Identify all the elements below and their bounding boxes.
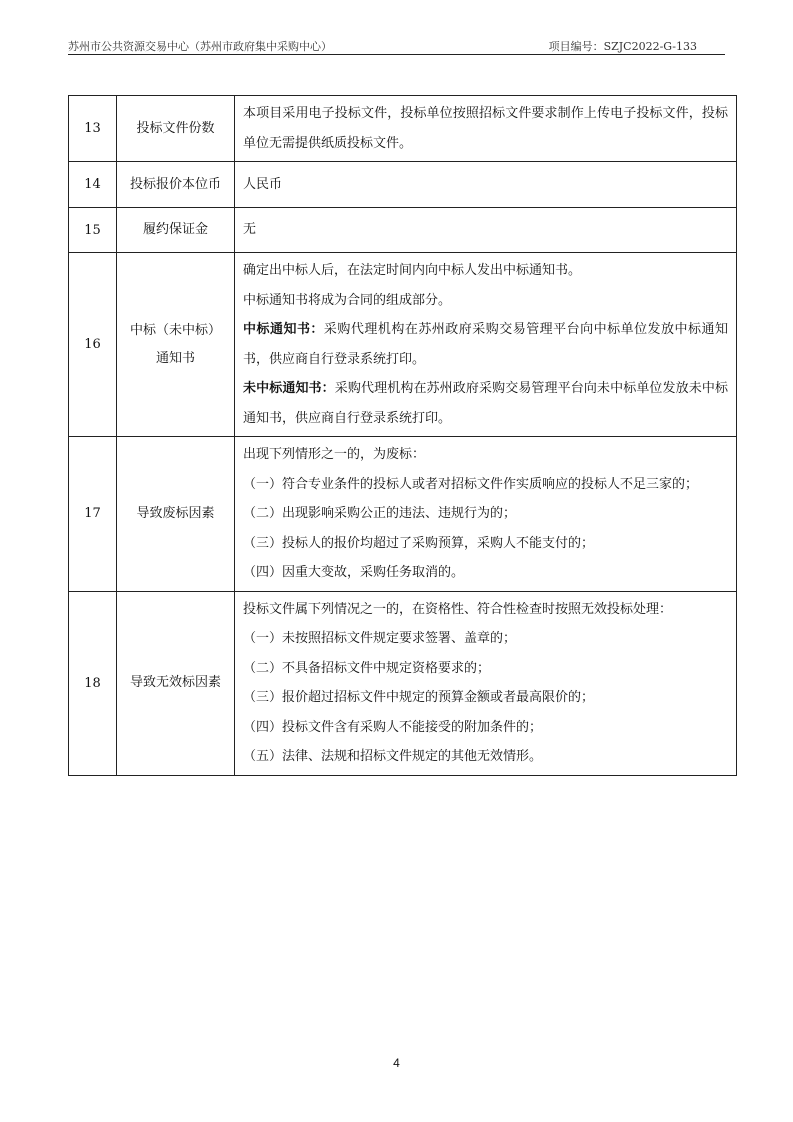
row-item: 投标文件份数 (117, 96, 235, 162)
content-line: （四）投标文件含有采购人不能接受的附加条件的； (243, 719, 543, 735)
award-notice-text: 采购代理机构在苏州政府采购交易管理平台向中标单位发放中标通知书，供应商自行登录系统打印。 (243, 322, 728, 367)
row-item: 履约保证金 (117, 208, 235, 253)
row-item: 投标报价本位币 (117, 162, 235, 208)
row-item (117, 253, 235, 437)
row-number: 15 (69, 208, 117, 253)
row-content (235, 591, 737, 775)
table-row (69, 591, 737, 775)
header-organization: 苏州市公共资源交易中心（苏州市政府集中采购中心） (68, 40, 332, 53)
table-row (69, 437, 737, 592)
table-row (69, 253, 737, 437)
row-content (235, 437, 737, 592)
page-number: 4 (393, 1056, 400, 1070)
row-item: 导致废标因素 (117, 437, 235, 592)
table-row (69, 162, 737, 208)
content-line: （四）因重大变故，采购任务取消的。 (243, 565, 465, 580)
content-line: 本项目采用电子投标文件，投标单位按照招标文件要求制作上传电子投标文件，投标单位无需提供纸质投标文件。 (243, 106, 728, 151)
content-line: （二）不具备招标文件中规定资格要求的； (243, 660, 491, 676)
row-item-line: 通知书 (155, 350, 195, 366)
row-content (235, 253, 737, 437)
row-number: 17 (69, 437, 117, 592)
row-content (235, 96, 737, 162)
nonaward-notice-text: 采购代理机构在苏州政府采购交易管理平台向未中标单位发放未中标通知书，供应商自行登录系统打印。 (243, 381, 728, 426)
nonaward-notice (243, 374, 728, 433)
content-line: （三）报价超过招标文件中规定的预算金额或者最高限价的； (243, 690, 595, 705)
content-line: （一）未按照招标文件规定要求签署、盖章的； (243, 631, 517, 646)
row-number: 14 (69, 162, 117, 208)
award-notice-label: 中标通知书： (243, 322, 324, 337)
row-item: 导致无效标因素 (117, 591, 235, 775)
content-line: 中标通知书将成为合同的组成部分。 (243, 292, 452, 308)
table-row (69, 96, 737, 162)
content-line: 确定出中标人后，在法定时间内向中标人发出中标通知书。 (243, 263, 582, 278)
row-content (235, 162, 737, 208)
row-item-line: 中标（未中标） (129, 322, 221, 338)
row-number: 16 (69, 253, 117, 437)
table-row (69, 208, 737, 253)
bid-requirements-table (68, 95, 737, 776)
header-project-number: 项目编号：SZJC2022-G-133 (548, 40, 697, 53)
content-line: 投标文件属下列情况之一的，在资格性、符合性检查时按照无效投标处理： (243, 601, 673, 617)
content-line: 出现下列情形之一的，为废标： (243, 447, 426, 462)
content-line: 无 (243, 222, 257, 238)
content-line: （一）符合专业条件的投标人或者对招标文件作实质响应的投标人不足三家的； (243, 476, 699, 492)
content-line: （二）出现影响采购公正的违法、违规行为的； (243, 506, 517, 521)
content-line: 人民币 (243, 176, 283, 192)
row-content (235, 208, 737, 253)
row-number: 18 (69, 591, 117, 775)
nonaward-notice-label: 未中标通知书： (243, 381, 335, 396)
row-number: 13 (69, 96, 117, 162)
content-line: （五）法律、法规和招标文件规定的其他无效情形。 (243, 749, 543, 764)
award-notice (243, 315, 728, 374)
content-line: （三）投标人的报价均超过了采购预算，采购人不能支付的； (243, 535, 595, 551)
page-header (68, 36, 725, 55)
